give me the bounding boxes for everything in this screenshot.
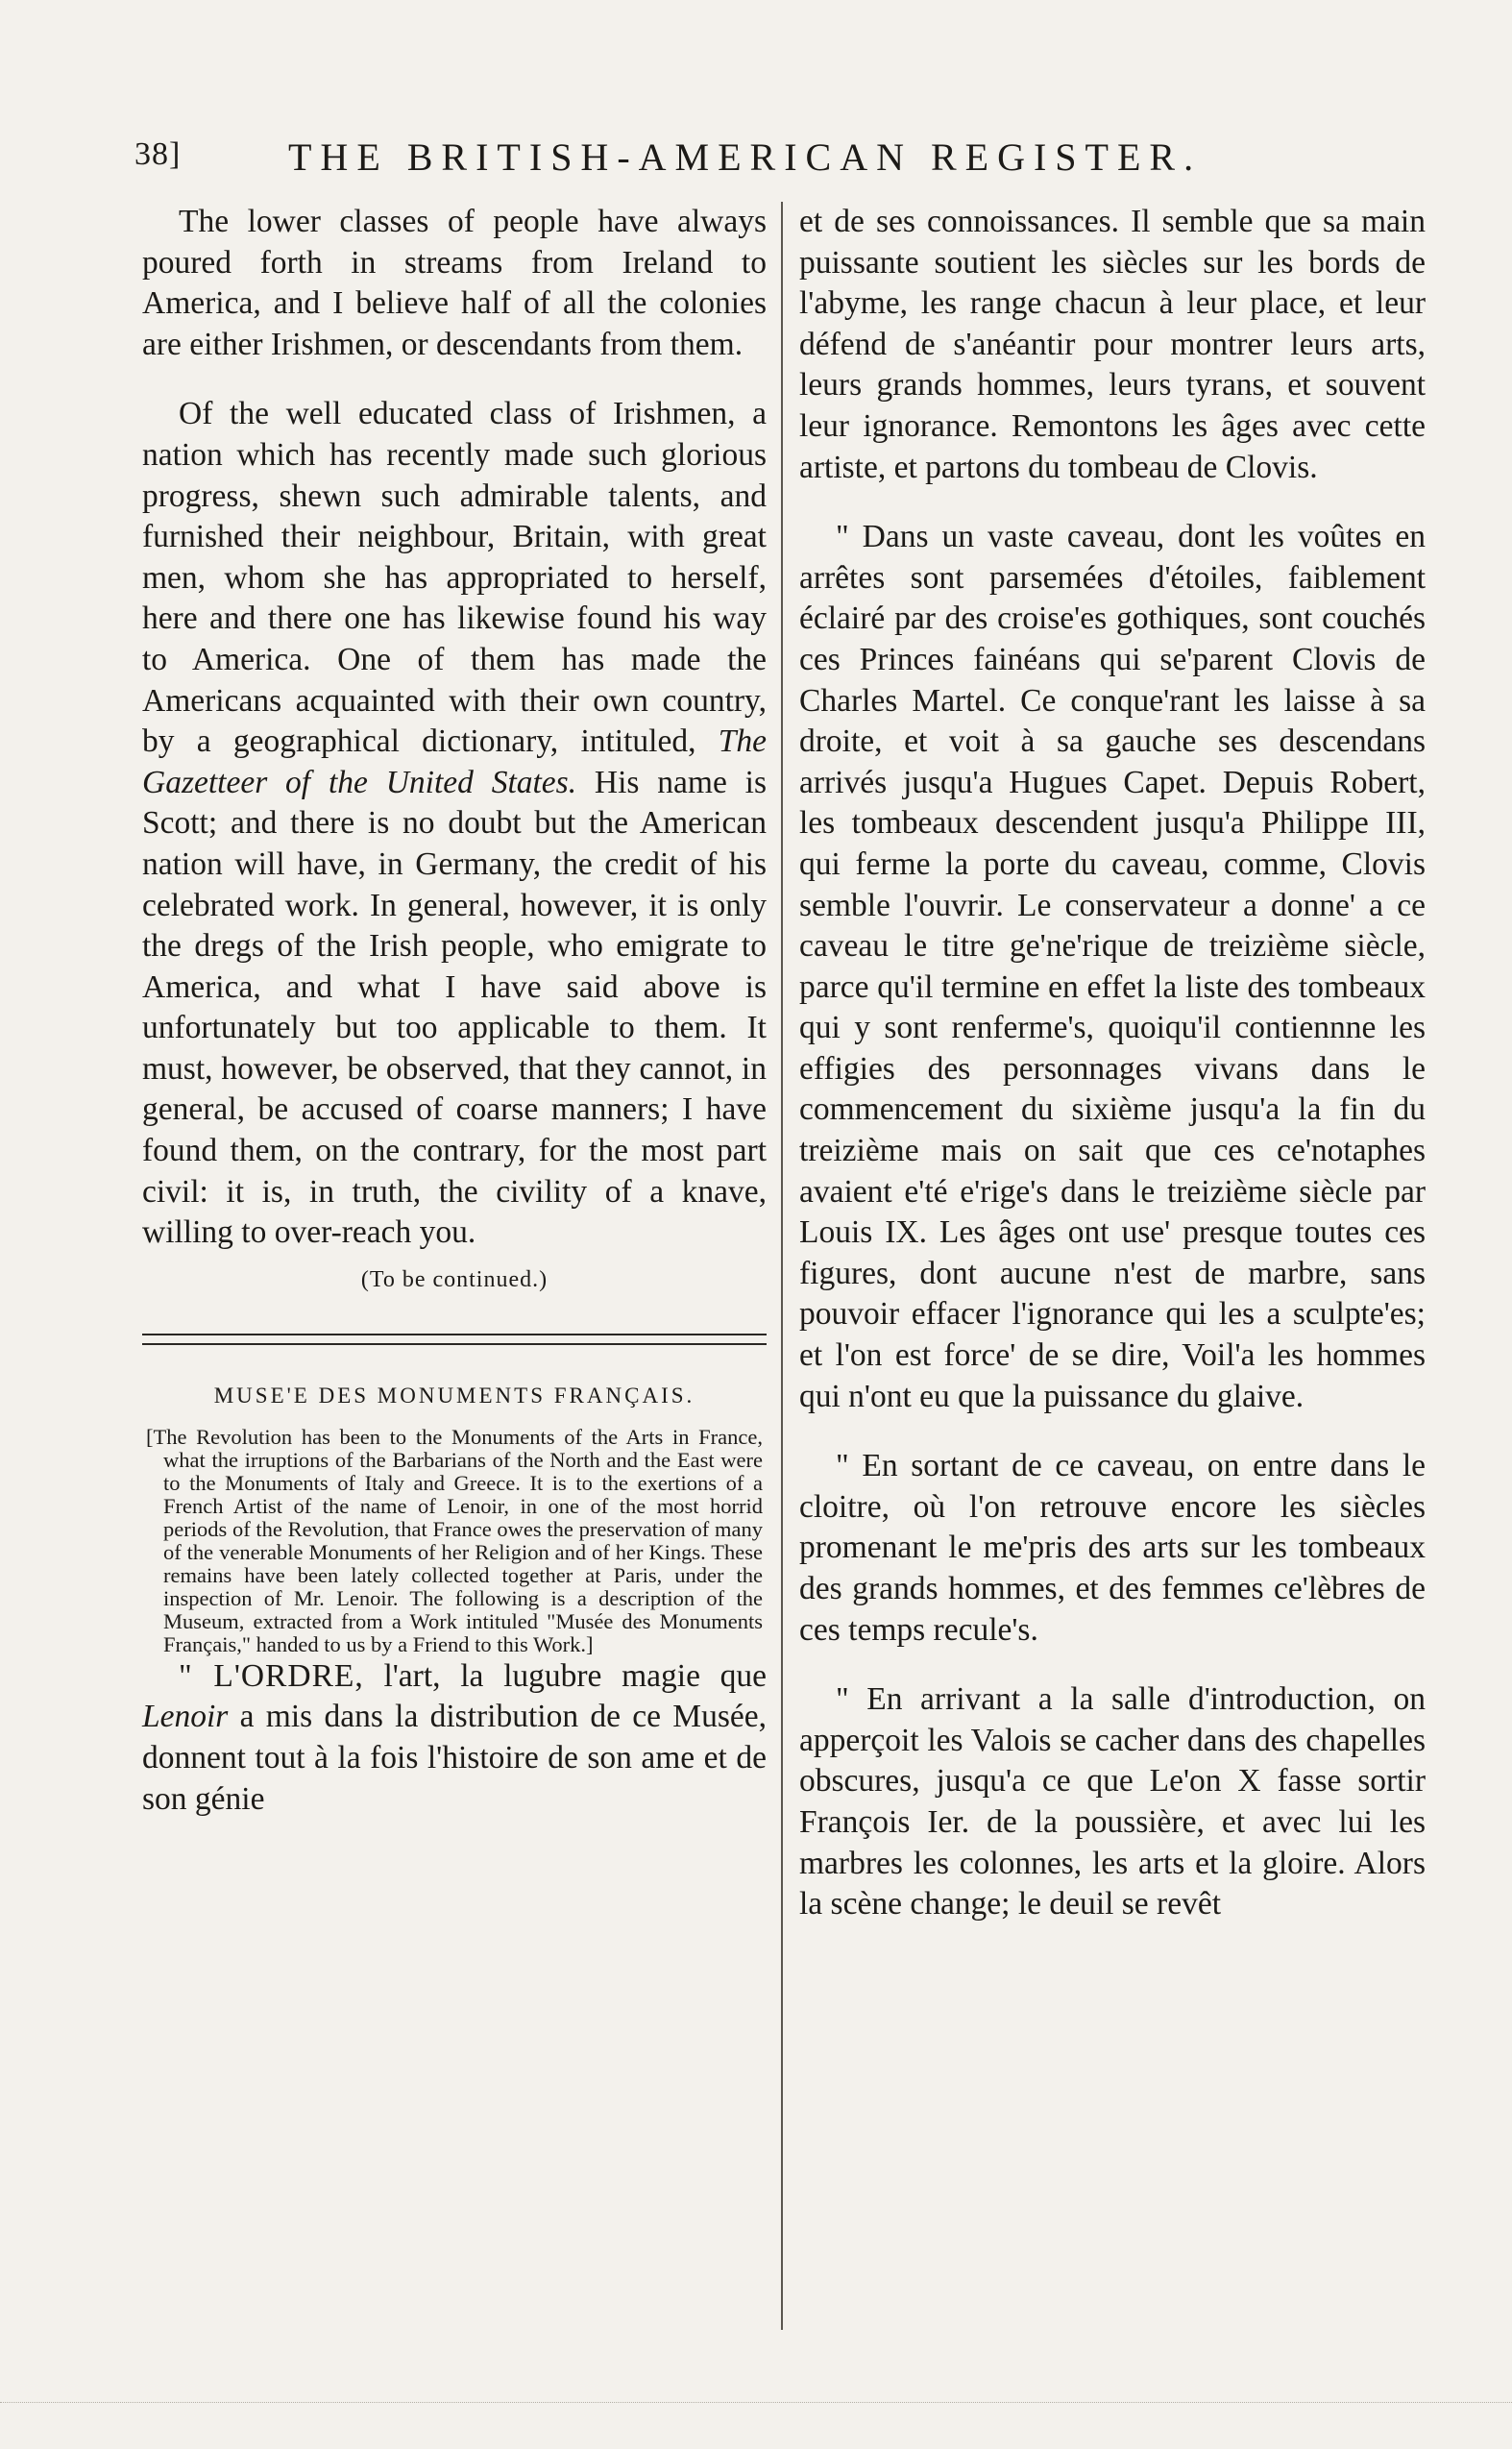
opening-words: " L'ORDRE, <box>179 1657 364 1694</box>
running-title: THE BRITISH-AMERICAN REGISTER. <box>288 135 1203 179</box>
paragraph-caveau: " Dans un vaste caveau, dont les voûtes en arrêtes sont parsemées d'étoiles, faiblement éclairé par des croise'es gothiques, sont couchés ces Princes fainéans qui se'parent Clovis de Charles Martel. Ce conque'rant les laisse à sa droite, et voit à sa gauche ses descendans arrivés jusqu'a Hugues Capet. Depuis Robert, les tombeaux descendent jusqu'a Philippe III, qui ferme la porte du caveau, comme, Clovis semble l'ouvrir. Le conservateur a donne' a ce caveau le titre ge'ne'rique de treizième siècle, parce qu'il termine en effet la liste des tombeaux qui y sont renferme's, quoiqu'il contiennne les effigies des personnages vivans dans le commencement du sixième jusqu'a la fin du treizième mais on sait que ces ce'notaphes avaient e'té e'rige's dans le treizième siècle par Louis IX. Les âges ont use' presque toutes ces figures, dont aucune n'est de marbre, sans pouvoir effacer l'ignorance qui les a sculpte'es; et l'on est force' de se dire, Voil'a les hommes qui n'ont eu que la puissance du glaive. <box>799 519 1426 1414</box>
page-edge-specks <box>0 2402 1512 2422</box>
right-column <box>799 202 1426 1925</box>
left-column <box>142 202 767 1820</box>
paragraph-cloitre: " En sortant de ce caveau, on entre dans le cloitre, où l'on retrouve encore les siècles promenant le me'pris des arts sur les tombeaux des grands hommes, et des femmes ce'lèbres de ces temps recule's. <box>799 1448 1426 1648</box>
paragraph-lordre <box>142 1656 767 1820</box>
column-divider <box>781 202 783 2330</box>
running-header <box>134 135 1287 192</box>
paragraph-lower-classes: The lower classes of people have always poured forth in streams from Ireland to America, and I believe half of all the colonies are either Irishmen, or descendants from them. <box>142 204 767 362</box>
lenoir-name: Lenoir <box>142 1699 229 1735</box>
gazetteer-title: The Gazetteer of the United States. <box>142 723 767 800</box>
section-title: MUSE'E DES MONUMENTS FRANÇAIS. <box>213 1383 695 1408</box>
paragraph-salle-introduction: " En arrivant a la salle d'introduction, on apperçoit les Valois se cacher dans des chapelles obscures, jusqu'a ce que Le'on X fasse sortir François Ier. de la poussière, et avec lui les marbres les colonnes, les arts et la gloire. Alors la scène change; le deuil se revêt <box>799 1681 1426 1922</box>
paragraph-text: Of the well educated class of Irishmen, a nation which has recently made such glorious progress, shewn such admirable talents, and furnished their neighbour, Britain, with great men, whom she has appropriated to herself, here and there one has likewise found his way to America. One of them has made the Americans acquainted with their own country, by a geographical dictionary, intituled, <box>142 396 767 760</box>
paragraph-text: a mis dans la distribution de ce Musée, donnent tout à la fois l'histoire de son ame et de son génie <box>142 1699 767 1817</box>
paragraph-continued: et de ses connoissances. Il semble que sa main puissante soutient les siècles sur les bords de l'abyme, les range chacun à leur place, et leur défend de s'anéantir pour montrer leurs arts, leurs grands hommes, leurs tyrans, et souvent leur ignorance. Remontons les âges avec cette artiste, et partons du tombeau de Clovis. <box>799 204 1426 485</box>
editor-note: [The Revolution has been to the Monuments of the Arts in France, what the irruptions of the Barbarians of the North and the East were to the Monuments of Italy and Greece. It is to the exertions of a French Artist of the name of Lenoir, in one of the most horrid periods of the Revolution, that France owes the preservation of many of the venerable Monuments of her Religion and of her Kings. These remains have been lately collected together at Paris, under the inspection of Mr. Lenoir. The following is a description of the Museum, extracted from a Work intituled "Musée des Monuments Français," handed to us by a Friend to this Work.] <box>146 1424 763 1656</box>
paragraph-text: His name is Scott; and there is no doubt but the American nation will have, in Germany, the credit of his celebrated work. In general, however, it is only the dregs of the Irish people, who emigrate to America, and what I have said above is unfortunately but too applicable to them. It must, however, be observed, that they cannot, in general, be accused of coarse manners; I have found them, on the contrary, for the most part civil: it is, in truth, the civility of a knave, willing to over-reach you. <box>142 764 767 1251</box>
paragraph-text: l'art, la lugubre magie que <box>363 1657 767 1694</box>
paragraph-educated-irishmen <box>142 394 767 1253</box>
page-number: 38] <box>134 136 182 172</box>
section-divider <box>142 1334 767 1345</box>
to-be-continued: (To be continued.) <box>360 1266 549 1292</box>
